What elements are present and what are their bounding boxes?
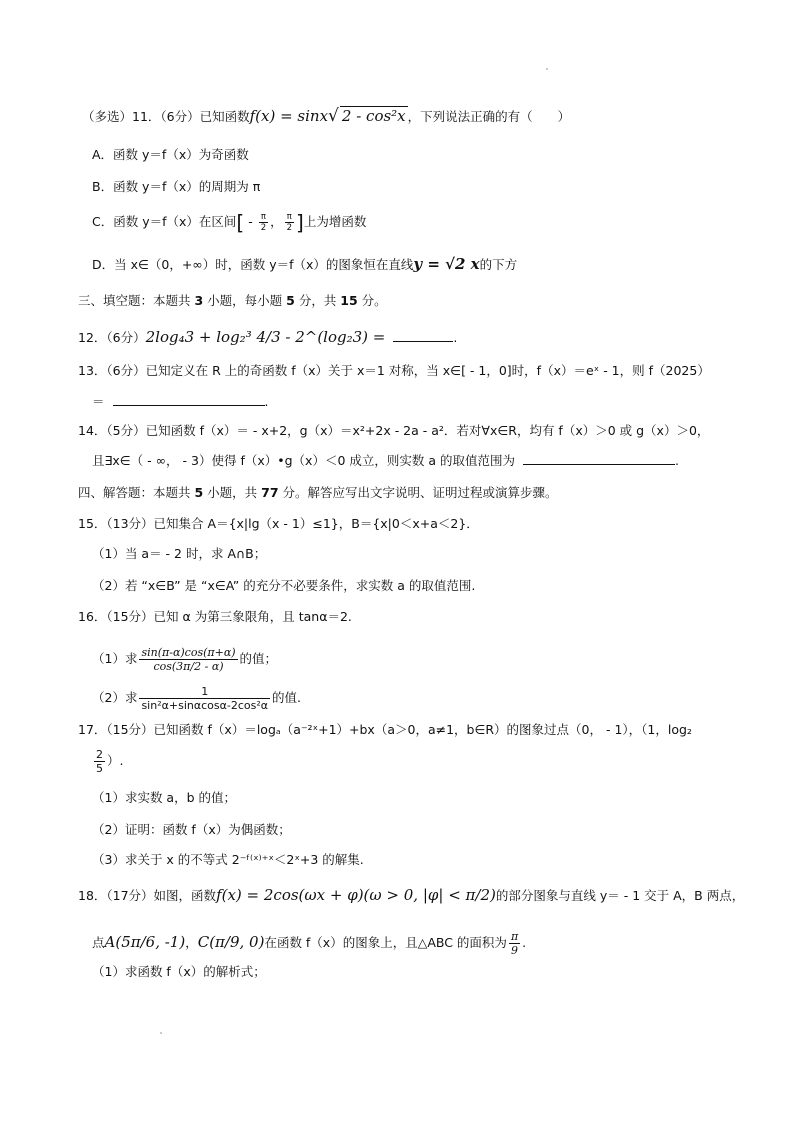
frac-neg-pi-over-2: $\frac{\pi}{2}$ [260,212,267,233]
question-18-stem: 18．（17分）如图，函数f(x) = 2cos(ωx + φ)(ω > 0, |φ| < π/2)的部分图象与直线 y＝ - 1 交于 A，B 两点， [78,886,745,904]
q18-function: f(x) = 2cos(ωx + φ)(ω > 0, |φ| < π/2) [216,886,496,904]
q16-fraction-2: $\frac{1}{\text{sin²α+sinαcosα-2cos²α}}$ [141,685,268,712]
question-16-stem: 16．（15分）已知 α 为第三象限角，且 tanα＝2. [78,609,352,624]
q17-part-2: （2）证明：函数 f（x）为偶函数； [92,822,291,837]
q11-radicand: 2 - cos²x [341,107,406,125]
frac-2-5: $\frac{2}{5}$ [96,748,103,775]
question-13-line-2: ＝ . [92,394,269,409]
q11-prefix: （多选）11．（6分）已知函数 [82,109,250,124]
q16-part-1: （1）求 $\frac{\sin(\pi-\alpha)\cos(\pi+\alpha)}{\cos(3\pi/2 - \alpha)}$ 的值； [92,646,278,673]
q15-part-2: （2）若 “x∈B” 是 “x∈A” 的充分不必要条件，求实数 a 的取值范围. [92,578,476,593]
q11-option-c: C．函数 y＝f（x）在区间[ - $\frac{\pi}{2}$ ， $\frac{\pi}{2}$ ]上为增函数 [92,210,367,235]
question-11-stem [82,106,570,127]
sqrt-sign: √ [328,106,339,126]
answer-blank[interactable] [393,329,453,342]
question-18-line-2: 点A(5π/6, -1)，C(π/9, 0)在函数 f（x）的图象上，且△ABC 的面积为 $\frac{\pi}{9}$ . [92,930,527,957]
answer-blank[interactable] [113,393,265,406]
q11-option-b: B．函数 y＝f（x）的周期为 π [92,179,261,194]
section-3-heading: 三、填空题：本题共 3 小题，每小题 5 分，共 15 分。 [78,293,387,308]
scan-speck [546,68,548,70]
q11-option-a: A．函数 y＝f（x）为奇函数 [92,147,249,162]
q16-fraction-1: $\frac{\sin(\pi-\alpha)\cos(\pi+\alpha)}{\cos(3\pi/2 - \alpha)}$ [141,646,236,673]
section-4-heading: 四、解答题：本题共 5 小题，共 77 分。解答应写出文字说明、证明过程或演算步骤。 [78,485,558,500]
line-equation: y = √2 x [413,255,480,273]
q17-part-1: （1）求实数 a，b 的值； [92,790,236,805]
question-17-line-2: $\frac{2}{5}$ ）. [96,748,124,775]
q15-part-1: （1）当 a＝ - 2 时，求 A∩B； [92,546,267,561]
scan-speck [160,1032,162,1034]
point-a: A(5π/6, -1) [104,933,186,951]
q12-expression: 2log₄3 + log₂³ 4/3 - 2^(log₂3) = [145,328,386,346]
point-c: C(π/9, 0) [197,933,265,951]
area-fraction: $\frac{\pi}{9}$ [510,930,519,957]
answer-blank[interactable] [523,452,675,465]
frac-pi-over-2: $\frac{\pi}{2}$ [286,212,293,233]
q11-option-d: D．当 x∈（0，+∞）时，函数 y＝f（x）的图象恒在直线y = √2 x的下方 [92,255,518,273]
question-15-stem: 15．（13分）已知集合 A＝{x|lg（x - 1）≤1}，B＝{x|0＜x+a＜2}． [78,516,479,531]
q18-part-1: （1）求函数 f（x）的解析式； [92,964,266,979]
question-13-line-1: 13．（6分）已知定义在 R 上的奇函数 f（x）关于 x＝1 对称，当 x∈[ - 1，0]时，f（x）＝eˣ - 1，则 f（2025） [78,363,710,378]
q17-part-3: （3）求关于 x 的不等式 2⁻ᶠ⁽ˣ⁾⁺ˣ＜2ˣ+3 的解集. [92,852,364,867]
q11-function: f(x) = sinx√ 2 - cos²x [249,106,406,126]
question-14-line-1: 14．（5分）已知函数 f（x）＝ - x+2，g（x）＝x²+2x - 2a - a²．若对∀x∈R，均有 f（x）＞0 或 g（x）＞0， [78,423,710,438]
q16-part-2: （2）求 $\frac{1}{\text{sin²α+sinαcosα-2cos²α}}$ 的值. [92,685,301,712]
question-14-line-2: 且∃x∈（ - ∞， - 3）使得 f（x）•g（x）＜0 成立，则实数 a 的取值范围为 . [92,453,679,468]
question-12: 12．（6分）2log₄3 + log₂³ 4/3 - 2^(log₂3) = . [78,328,458,346]
q11-suffix: ，下列说法正确的有（ ） [407,109,571,124]
question-17-stem: 17．（15分）已知函数 f（x）＝logₐ（a⁻²ˣ+1）+bx（a＞0，a≠1，b∈R）的图象过点（0， - 1），（1，log₂ [78,722,692,737]
